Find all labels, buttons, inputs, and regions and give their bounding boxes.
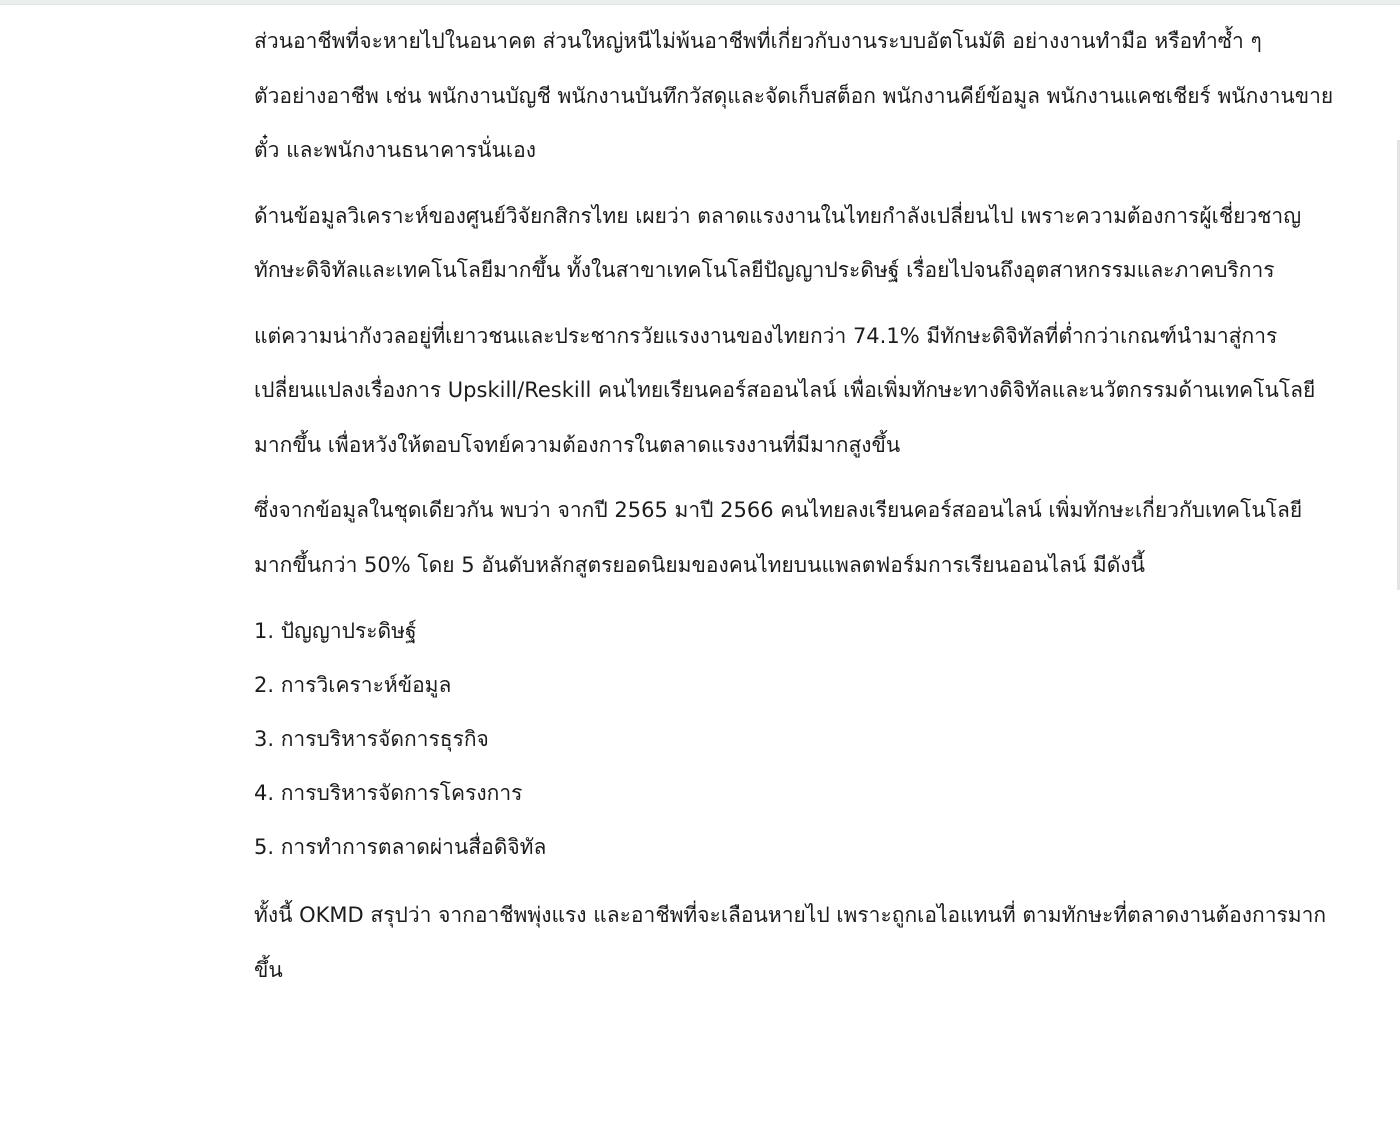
paragraph-disappearing-jobs: ส่วนอาชีพที่จะหายไปในอนาคต ส่วนใหญ่หนีไม่พ้นอาชีพที่เกี่ยวกับงานระบบอัตโนมัติ อย่างงานทำมือ หรือทำซ้ำ ๆ ตัวอย่างอาชีพ เช่น พนักงานบัญชี พนักงานบันทึกวัสดุและจัดเก็บสต็อก พนักงานคีย์ข้อมูล พนักงานแคชเชียร์ พนักงานขายตั๋ว และพนักงานธนาคารนั่นเอง (254, 29, 1334, 162)
paragraph-okmd-summary: ทั้งนี้ OKMD สรุปว่า จากอาชีพพุ่งแรง และอาชีพที่จะเลือนหายไป เพราะถูกเอไอแทนที่ ตามทักษะที่ตลาดงานต้องการมากขึ้น (254, 903, 1327, 982)
paragraph-online-courses: ซึ่งจากข้อมูลในชุดเดียวกัน พบว่า จากปี 2565 มาปี 2566 คนไทยลงเรียนคอร์สออนไลน์ เพิ่มทักษะเกี่ยวกับเทคโนโลยีมากขึ้นกว่า 50% โดย 5 อันดับหลักสูตรยอดนิยมของคนไทยบนแพลตฟอร์มการเรียนออนไลน์ มีดังนี้ (254, 498, 1303, 577)
paragraph-digital-skills-gap: แต่ความน่ากังวลอยู่ที่เยาวชนและประชากรวัยแรงงานของไทยกว่า 74.1% มีทักษะดิจิทัลที่ต่ำกว่าเกณฑ์นำมาสู่การเปลี่ยนแปลงเรื่องการ Upskill/Reskill คนไทยเรียนคอร์สออนไลน์ เพื่อเพิ่มทักษะทางดิจิทัลและนวัตกรรมด้านเทคโนโลยีมากขึ้น เพื่อหวังให้ตอบโจทย์ความต้องการในตลาดแรงงานที่มีมากสูงขึ้น (254, 323, 1316, 457)
list-item: 3. การบริหารจัดการธุรกิจ (254, 727, 489, 751)
list-item: 5. การทำการตลาดผ่านสื่อดิจิทัล (254, 835, 547, 859)
paragraph-kasikorn-research: ด้านข้อมูลวิเคราะห์ของศูนย์วิจัยกสิกรไทย เผยว่า ตลาดแรงงานในไทยกำลังเปลี่ยนไป เพราะความต้องการผู้เชี่ยวชาญทักษะดิจิทัลและเทคโนโลยีมากขึ้น ทั้งในสาขาเทคโนโลยีปัญญาประดิษฐ์ เรื่อยไปจนถึงอุตสาหกรรมและภาคบริการ (254, 203, 1302, 282)
list-item: 4. การบริหารจัดการโครงการ (254, 781, 523, 805)
list-item: 1. ปัญญาประดิษฐ์ (254, 619, 417, 643)
list-item: 2. การวิเคราะห์ข้อมูล (254, 673, 452, 697)
popular-courses-list (254, 604, 1334, 874)
top-divider (0, 0, 1400, 5)
article-body (254, 14, 1334, 1008)
